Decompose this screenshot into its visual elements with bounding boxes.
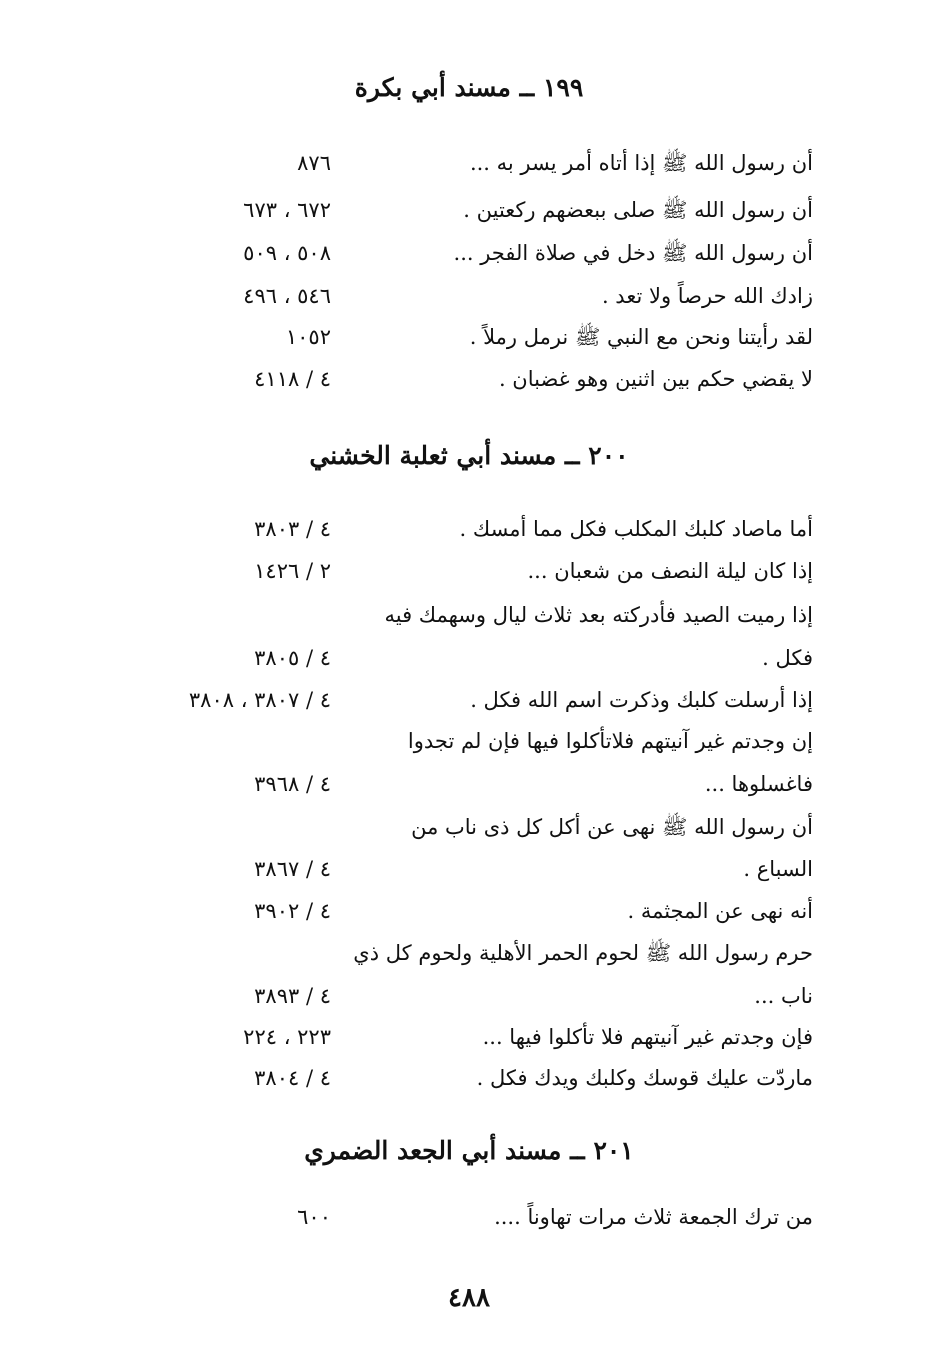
hadith-text: فاغسلوها ... — [704, 772, 813, 796]
section-heading-200: ٢٠٠ ــ مسند أبي ثعلبة الخشني — [309, 441, 629, 470]
hadith-reference: ٤ / ٣٩٠٢ — [254, 899, 331, 923]
hadith-text: ماردّت عليك قوسك وكلبك ويدك فكل . — [476, 1066, 813, 1090]
hadith-reference: ٨٧٦ — [297, 151, 331, 175]
index-entry — [0, 637, 938, 679]
index-entry — [0, 1016, 938, 1058]
hadith-reference: ٤ / ٣٨٠٥ — [254, 646, 331, 670]
index-entry — [0, 932, 938, 974]
page-number: ٤٨٨ — [448, 1283, 490, 1313]
hadith-text: ناب ... — [754, 984, 813, 1008]
index-entry — [0, 189, 938, 231]
index-entry — [0, 679, 938, 721]
hadith-reference: ٤ / ٣٨٠٣ — [254, 517, 331, 541]
hadith-text: أنه نهى عن المجثمة . — [627, 899, 813, 923]
hadith-reference: ٤ / ٣٨٦٧ — [254, 857, 331, 881]
index-entry — [0, 232, 938, 274]
hadith-text: لا يقضي حكم بين اثنين وهو غضبان . — [498, 367, 813, 391]
hadith-text: إذا أرسلت كلبك وذكرت اسم الله فكل . — [470, 688, 813, 712]
index-entry — [0, 275, 938, 317]
hadith-text: إذا رميت الصيد فأدركته بعد ثلاث ليال وسهمك فيه — [384, 603, 813, 627]
hadith-reference: ٢ / ١٤٢٦ — [254, 559, 331, 583]
hadith-reference: ٤ / ٤١١٨ — [254, 367, 331, 391]
section-heading-201: ٢٠١ ــ مسند أبي الجعد الضمري — [304, 1136, 634, 1165]
hadith-text: حرم رسول الله ﷺ لحوم الحمر الأهلية ولحوم كل ذي — [353, 941, 813, 965]
hadith-reference: ٢٢٣ ، ٢٢٤ — [243, 1025, 331, 1049]
hadith-text: فإن وجدتم غير آنيتهم فلا تأكلوا فيها ... — [482, 1025, 813, 1049]
hadith-text: إذا كان ليلة النصف من شعبان ... — [527, 559, 813, 583]
index-entry — [0, 1196, 938, 1238]
index-entry — [0, 1057, 938, 1099]
hadith-text: السباع . — [743, 857, 813, 881]
hadith-text: من ترك الجمعة ثلاث مرات تهاوناً .... — [494, 1205, 813, 1229]
hadith-reference: ١٠٥٢ — [285, 325, 331, 349]
hadith-reference: ٤ / ٣٨٠٧ ، ٣٨٠٨ — [188, 688, 331, 712]
hadith-text: أن رسول الله ﷺ صلى ببعضهم ركعتين . — [463, 198, 813, 222]
section-heading-199: ١٩٩ ــ مسند أبي بكرة — [354, 73, 584, 102]
hadith-text: أما ماصاد كلبك المكلب فكل مما أمسك . — [459, 517, 813, 541]
hadith-text: إن وجدتم غير آنيتهم فلاتأكلوا فيها فإن لم تجدوا — [407, 729, 813, 753]
index-entry — [0, 763, 938, 805]
index-entry — [0, 806, 938, 848]
index-entry — [0, 550, 938, 592]
index-entry — [0, 316, 938, 358]
hadith-reference: ٥٠٨ ، ٥٠٩ — [243, 241, 331, 265]
hadith-text: أن رسول الله ﷺ دخل في صلاة الفجر ... — [453, 241, 813, 265]
index-entry — [0, 594, 938, 636]
index-entry — [0, 848, 938, 890]
index-entry — [0, 975, 938, 1017]
index-entry — [0, 890, 938, 932]
hadith-reference: ٤ / ٣٩٦٨ — [254, 772, 331, 796]
hadith-reference: ٥٤٦ ، ٤٩٦ — [243, 284, 331, 308]
index-entry — [0, 358, 938, 400]
hadith-reference: ٦٧٢ ، ٦٧٣ — [243, 198, 331, 222]
index-entry — [0, 720, 938, 762]
hadith-text: فكل . — [762, 646, 813, 670]
index-entry — [0, 508, 938, 550]
hadith-text: أن رسول الله ﷺ إذا أتاه أمر يسر به ... — [469, 151, 813, 175]
index-entry — [0, 142, 938, 184]
hadith-text: لقد رأيتنا ونحن مع النبي ﷺ نرمل رملاً . — [469, 325, 813, 349]
hadith-reference: ٦٠٠ — [297, 1205, 331, 1229]
hadith-reference: ٤ / ٣٨٠٤ — [254, 1066, 331, 1090]
hadith-text: زادك الله حرصاً ولا تعد . — [601, 284, 813, 308]
hadith-text: أن رسول الله ﷺ نهى عن أكل كل ذى ناب من — [411, 815, 813, 839]
hadith-reference: ٤ / ٣٨٩٣ — [254, 984, 331, 1008]
